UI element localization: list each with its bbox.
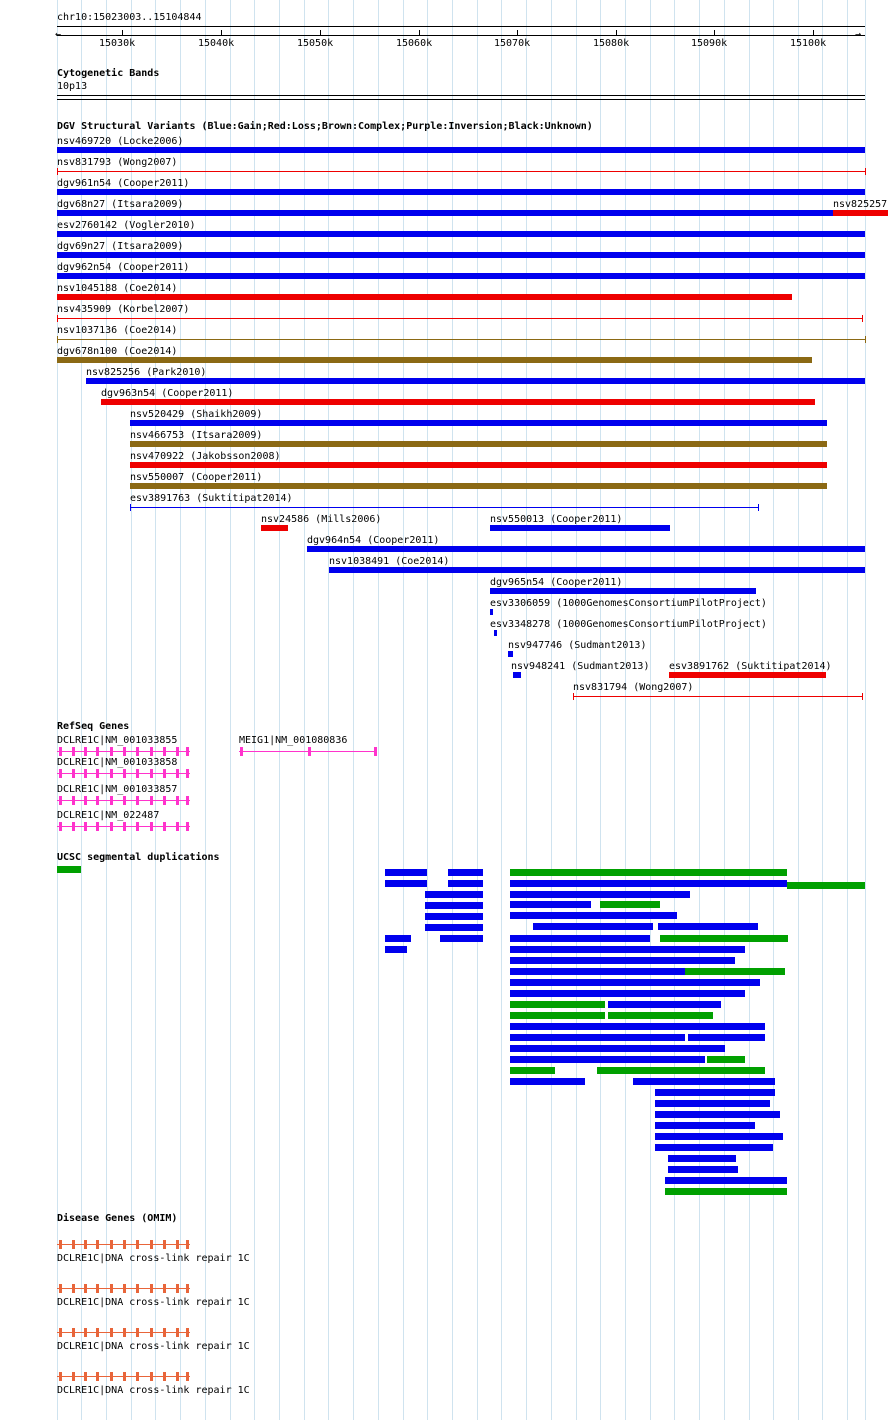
refseq-gene-exon bbox=[84, 796, 87, 805]
dgv-variant-endcap bbox=[865, 336, 866, 343]
refseq-gene-exon bbox=[176, 769, 179, 778]
refseq-gene-exon bbox=[123, 747, 126, 756]
segdup-bar[interactable] bbox=[600, 901, 660, 908]
refseq-gene-exon bbox=[374, 747, 377, 756]
refseq-gene-exon bbox=[163, 822, 166, 831]
dgv-variant-endcap bbox=[573, 693, 574, 700]
dgv-variant-label[interactable]: nsv550013 (Cooper2011) bbox=[490, 514, 623, 525]
omim-gene-exon bbox=[72, 1240, 75, 1249]
segdup-bar[interactable] bbox=[425, 902, 483, 909]
ruler-tick-label: 15050k bbox=[297, 38, 334, 49]
segdup-bar[interactable] bbox=[510, 935, 650, 942]
omim-gene-exon bbox=[150, 1240, 153, 1249]
dgv-variant-bar[interactable] bbox=[508, 651, 513, 657]
dgv-variant-label[interactable]: nsv520429 (Shaikh2009) bbox=[130, 409, 263, 420]
dgv-variant-label[interactable]: dgv962n54 (Cooper2011) bbox=[57, 262, 190, 273]
segdup-bar[interactable] bbox=[385, 935, 411, 942]
refseq-gene-exon bbox=[186, 747, 189, 756]
refseq-gene-exon bbox=[136, 796, 139, 805]
omim-gene-exon bbox=[123, 1240, 126, 1249]
omim-gene-exon bbox=[136, 1284, 139, 1293]
segdup-bar[interactable] bbox=[787, 882, 865, 889]
omim-gene-exon bbox=[136, 1328, 139, 1337]
dgv-variant-label[interactable]: nsv1037136 (Coe2014) bbox=[57, 325, 178, 336]
segdup-bar[interactable] bbox=[510, 990, 745, 997]
omim-gene-exon bbox=[163, 1328, 166, 1337]
refseq-gene-exon bbox=[96, 747, 99, 756]
ruler-tick bbox=[122, 30, 123, 36]
refseq-gene-exon bbox=[123, 769, 126, 778]
dgv-variant-label[interactable]: esv3348278 (1000GenomesConsortiumPilotProject) bbox=[490, 619, 767, 630]
segdup-bar[interactable] bbox=[688, 1034, 765, 1041]
refseq-gene-exon bbox=[96, 796, 99, 805]
dgv-variant-label[interactable]: esv3306059 (1000GenomesConsortiumPilotProject) bbox=[490, 598, 767, 609]
refseq-gene-exon bbox=[150, 822, 153, 831]
segdup-bar[interactable] bbox=[685, 968, 785, 975]
refseq-gene-label[interactable]: DCLRE1C|NM_001033857 bbox=[57, 784, 178, 795]
refseq-gene-exon bbox=[110, 796, 113, 805]
omim-gene-exon bbox=[96, 1372, 99, 1381]
refseq-gene-exon bbox=[123, 796, 126, 805]
dgv-variant-bar[interactable] bbox=[57, 357, 812, 363]
omim-gene-label[interactable]: DCLRE1C|DNA cross-link repair 1C bbox=[57, 1297, 250, 1308]
omim-gene-exon bbox=[163, 1284, 166, 1293]
ruler-left-arrow: ← bbox=[55, 29, 62, 40]
omim-gene-exon bbox=[176, 1284, 179, 1293]
dgv-variant-bar[interactable] bbox=[57, 171, 865, 172]
segdup-bar[interactable] bbox=[425, 924, 483, 931]
refseq-gene-exon bbox=[84, 747, 87, 756]
refseq-gene-label[interactable]: DCLRE1C|NM_001033855 bbox=[57, 735, 178, 746]
omim-gene-label[interactable]: DCLRE1C|DNA cross-link repair 1C bbox=[57, 1341, 250, 1352]
segdup-bar[interactable] bbox=[510, 957, 735, 964]
ruler-tick bbox=[616, 30, 617, 36]
refseq-gene-exon bbox=[110, 769, 113, 778]
omim-gene-exon bbox=[84, 1372, 87, 1381]
ruler-tick bbox=[419, 30, 420, 36]
dgv-variant-label[interactable]: dgv965n54 (Cooper2011) bbox=[490, 577, 623, 588]
refseq-gene-exon bbox=[59, 796, 62, 805]
dgv-variant-label[interactable]: nsv831793 (Wong2007) bbox=[57, 157, 178, 168]
refseq-gene-exon bbox=[240, 747, 243, 756]
ruler-tick bbox=[813, 30, 814, 36]
omim-gene-exon bbox=[110, 1328, 113, 1337]
refseq-gene-exon bbox=[59, 747, 62, 756]
refseq-gene-label[interactable]: MEIG1|NM_001080836 bbox=[239, 735, 348, 746]
segdup-bar[interactable] bbox=[660, 935, 788, 942]
segdup-bar[interactable] bbox=[510, 880, 787, 887]
dgv-variant-label[interactable]: nsv825257 bbox=[833, 199, 888, 210]
dgv-variant-label[interactable]: dgv964n54 (Cooper2011) bbox=[307, 535, 440, 546]
dgv-variant-bar[interactable] bbox=[490, 525, 670, 531]
segdup-bar[interactable] bbox=[655, 1122, 755, 1129]
dgv-variant-bar[interactable] bbox=[57, 252, 865, 258]
omim-gene-exon bbox=[110, 1284, 113, 1293]
dgv-variant-endcap bbox=[862, 693, 863, 700]
refseq-gene-exon bbox=[136, 747, 139, 756]
dgv-variant-bar[interactable] bbox=[130, 462, 827, 468]
dgv-variant-bar[interactable] bbox=[57, 231, 865, 237]
ruler-tick-label: 15030k bbox=[99, 38, 136, 49]
refseq-gene-exon bbox=[150, 747, 153, 756]
segdup-bar[interactable] bbox=[668, 1166, 738, 1173]
segdup-bar[interactable] bbox=[707, 1056, 745, 1063]
segdup-bar[interactable] bbox=[510, 968, 685, 975]
ruler-tick bbox=[320, 30, 321, 36]
ruler-right-arrow: → bbox=[855, 29, 862, 40]
dgv-variant-endcap bbox=[862, 315, 863, 322]
segdup-bar[interactable] bbox=[633, 1078, 775, 1085]
dgv-variant-label[interactable]: esv3891762 (Suktitipat2014) bbox=[669, 661, 832, 672]
segdup-bar[interactable] bbox=[510, 946, 745, 953]
segdup-bar[interactable] bbox=[510, 1034, 685, 1041]
dgv-variant-endcap bbox=[758, 504, 759, 511]
dgv-variant-label[interactable]: nsv470922 (Jakobsson2008) bbox=[130, 451, 281, 462]
refseq-gene-label[interactable]: DCLRE1C|NM_001033858 bbox=[57, 757, 178, 768]
segdup-bar[interactable] bbox=[385, 869, 427, 876]
omim-gene-exon bbox=[163, 1240, 166, 1249]
dgv-variant-endcap bbox=[130, 504, 131, 511]
segdup-bar[interactable] bbox=[665, 1188, 787, 1195]
omim-gene-exon bbox=[123, 1284, 126, 1293]
omim-gene-exon bbox=[176, 1240, 179, 1249]
omim-gene-exon bbox=[150, 1284, 153, 1293]
ruler-tick bbox=[714, 30, 715, 36]
segdup-bar[interactable] bbox=[533, 923, 653, 930]
refseq-gene-exon bbox=[163, 769, 166, 778]
ruler-tick-label: 15040k bbox=[198, 38, 235, 49]
refseq-gene-label[interactable]: DCLRE1C|NM_022487 bbox=[57, 810, 160, 821]
omim-gene-exon bbox=[123, 1372, 126, 1381]
omim-gene-exon bbox=[59, 1372, 62, 1381]
dgv-variant-label[interactable]: nsv948241 (Sudmant2013) bbox=[511, 661, 650, 672]
segdup-bar[interactable] bbox=[510, 1078, 585, 1085]
omim-gene-exon bbox=[59, 1328, 62, 1337]
dgv-variant-bar[interactable] bbox=[329, 567, 865, 573]
dgv-variant-label[interactable]: dgv963n54 (Cooper2011) bbox=[101, 388, 234, 399]
segdup-bar[interactable] bbox=[655, 1100, 770, 1107]
dgv-variant-bar[interactable] bbox=[490, 609, 493, 615]
omim-gene-exon bbox=[136, 1240, 139, 1249]
segdup-bar[interactable] bbox=[440, 935, 483, 942]
segdup-bar[interactable] bbox=[57, 866, 81, 873]
ruler-top-line bbox=[57, 26, 865, 27]
dgv-variant-label[interactable]: esv2760142 (Vogler2010) bbox=[57, 220, 196, 231]
dgv-variant-label[interactable]: dgv69n27 (Itsara2009) bbox=[57, 241, 184, 252]
dgv-variant-bar[interactable] bbox=[513, 672, 521, 678]
ruler-tick bbox=[221, 30, 222, 36]
refseq-gene-exon bbox=[176, 822, 179, 831]
segdup-bar[interactable] bbox=[510, 912, 677, 919]
dgv-variant-label[interactable]: nsv435909 (Korbel2007) bbox=[57, 304, 190, 315]
segdup-bar[interactable] bbox=[425, 913, 483, 920]
refseq-gene-exon bbox=[84, 822, 87, 831]
segdup-bar[interactable] bbox=[608, 1001, 721, 1008]
dgv-variant-bar[interactable] bbox=[57, 318, 862, 319]
dgv-variant-bar[interactable] bbox=[57, 147, 865, 153]
omim-gene-label[interactable]: DCLRE1C|DNA cross-link repair 1C bbox=[57, 1253, 250, 1264]
omim-gene-exon bbox=[186, 1372, 189, 1381]
dgv-variant-bar[interactable] bbox=[669, 672, 826, 678]
dgv-variant-bar[interactable] bbox=[130, 483, 827, 489]
omim-gene-exon bbox=[176, 1372, 179, 1381]
segdup-bar[interactable] bbox=[448, 869, 483, 876]
segdup-bar[interactable] bbox=[655, 1111, 780, 1118]
segdup-bar[interactable] bbox=[510, 1023, 765, 1030]
omim-gene-exon bbox=[110, 1372, 113, 1381]
omim-gene-label[interactable]: DCLRE1C|DNA cross-link repair 1C bbox=[57, 1385, 250, 1396]
segdup-bar[interactable] bbox=[510, 1001, 605, 1008]
dgv-variant-label[interactable]: nsv550007 (Cooper2011) bbox=[130, 472, 263, 483]
segdup-bar[interactable] bbox=[658, 923, 758, 930]
dgv-variant-label[interactable]: nsv469720 (Locke2006) bbox=[57, 136, 184, 147]
omim-gene-exon bbox=[186, 1328, 189, 1337]
refseq-gene-exon bbox=[84, 769, 87, 778]
refseq-gene-exon bbox=[176, 796, 179, 805]
dgv-variant-bar[interactable] bbox=[57, 273, 865, 279]
refseq-gene-exon bbox=[72, 769, 75, 778]
omim-gene-exon bbox=[84, 1284, 87, 1293]
segdup-bar[interactable] bbox=[665, 1177, 787, 1184]
omim-gene-exon bbox=[96, 1240, 99, 1249]
ruler-axis bbox=[57, 35, 865, 36]
omim-gene-exon bbox=[123, 1328, 126, 1337]
position-label: chr10:15023003..15104844 bbox=[57, 12, 202, 23]
segdup-bar[interactable] bbox=[608, 1012, 713, 1019]
segdup-bar[interactable] bbox=[448, 880, 483, 887]
dgv-variant-label[interactable]: nsv24586 (Mills2006) bbox=[261, 514, 382, 525]
dgv-variant-bar[interactable] bbox=[307, 546, 865, 552]
ruler-tick-label: 15090k bbox=[691, 38, 728, 49]
omim-gene-exon bbox=[176, 1328, 179, 1337]
dgv-variant-label[interactable]: nsv1038491 (Coe2014) bbox=[329, 556, 450, 567]
dgv-variant-label[interactable]: dgv68n27 (Itsara2009) bbox=[57, 199, 184, 210]
refseq-gene-exon bbox=[163, 796, 166, 805]
segdup-bar[interactable] bbox=[385, 946, 407, 953]
dgv-variant-label[interactable]: nsv1045188 (Coe2014) bbox=[57, 283, 178, 294]
ruler-tick-label: 15100k bbox=[790, 38, 827, 49]
refseq-gene-exon bbox=[59, 822, 62, 831]
dgv-variant-label[interactable]: nsv947746 (Sudmant2013) bbox=[508, 640, 647, 651]
refseq-gene-exon bbox=[110, 747, 113, 756]
segdup-bar[interactable] bbox=[655, 1133, 783, 1140]
segdup-bar[interactable] bbox=[425, 891, 483, 898]
refseq-gene-exon bbox=[72, 822, 75, 831]
ruler-tick-label: 15070k bbox=[494, 38, 531, 49]
dgv-variant-bar[interactable] bbox=[130, 420, 827, 426]
segdup-bar[interactable] bbox=[510, 1056, 705, 1063]
refseq-gene-exon bbox=[72, 796, 75, 805]
dgv-variant-bar[interactable] bbox=[573, 696, 862, 697]
dgv-variant-label[interactable]: nsv831794 (Wong2007) bbox=[573, 682, 694, 693]
dgv-variant-label[interactable]: nsv466753 (Itsara2009) bbox=[130, 430, 263, 441]
cytoband-line-2 bbox=[57, 99, 865, 100]
refseq-gene-exon bbox=[163, 747, 166, 756]
omim-gene-exon bbox=[136, 1372, 139, 1381]
refseq-gene-exon bbox=[186, 796, 189, 805]
segdup-bar[interactable] bbox=[385, 880, 427, 887]
dgv-title: DGV Structural Variants (Blue:Gain;Red:Loss;Brown:Complex;Purple:Inversion;Black:Unknown) bbox=[57, 121, 593, 132]
dgv-variant-bar[interactable] bbox=[57, 294, 792, 300]
omim-gene-exon bbox=[186, 1240, 189, 1249]
dgv-variant-bar[interactable] bbox=[130, 507, 758, 508]
cytogenetic-band-label: 10p13 bbox=[57, 81, 88, 92]
ruler-tick bbox=[517, 30, 518, 36]
omim-gene-exon bbox=[72, 1372, 75, 1381]
omim-gene-exon bbox=[186, 1284, 189, 1293]
segdup-bar[interactable] bbox=[655, 1144, 773, 1151]
omim-gene-exon bbox=[84, 1328, 87, 1337]
refseq-gene-exon bbox=[72, 747, 75, 756]
refseq-gene-exon bbox=[186, 822, 189, 831]
segdup-bar[interactable] bbox=[597, 1067, 765, 1074]
dgv-variant-bar[interactable] bbox=[57, 210, 865, 216]
ruler-tick-label: 15080k bbox=[593, 38, 630, 49]
segdup-bar[interactable] bbox=[510, 1067, 555, 1074]
dgv-variant-label[interactable]: nsv825256 (Park2010) bbox=[86, 367, 207, 378]
omim-gene-exon bbox=[96, 1328, 99, 1337]
refseq-gene-exon bbox=[150, 796, 153, 805]
dgv-variant-endcap bbox=[57, 336, 58, 343]
refseq-gene-exon bbox=[308, 747, 311, 756]
dgv-variant-bar[interactable] bbox=[130, 441, 827, 447]
omim-gene-exon bbox=[59, 1284, 62, 1293]
refseq-gene-exon bbox=[96, 822, 99, 831]
cytoband-line-1 bbox=[57, 95, 865, 96]
dgv-variant-label[interactable]: dgv961n54 (Cooper2011) bbox=[57, 178, 190, 189]
dgv-variant-bar[interactable] bbox=[261, 525, 288, 531]
segdup-bar[interactable] bbox=[510, 1012, 605, 1019]
refseq-gene-exon bbox=[176, 747, 179, 756]
omim-gene-exon bbox=[150, 1372, 153, 1381]
dgv-variant-endcap bbox=[57, 315, 58, 322]
dgv-variant-bar[interactable] bbox=[833, 210, 888, 216]
dgv-variant-label[interactable]: esv3891763 (Suktitipat2014) bbox=[130, 493, 293, 504]
segdup-bar[interactable] bbox=[510, 891, 690, 898]
dgv-variant-bar[interactable] bbox=[494, 630, 497, 636]
refseq-gene-exon bbox=[123, 822, 126, 831]
omim-title: Disease Genes (OMIM) bbox=[57, 1213, 178, 1224]
omim-gene-exon bbox=[163, 1372, 166, 1381]
omim-gene-exon bbox=[96, 1284, 99, 1293]
segdup-bar[interactable] bbox=[510, 1045, 725, 1052]
refseq-gene-exon bbox=[136, 822, 139, 831]
omim-gene-exon bbox=[110, 1240, 113, 1249]
dgv-variant-bar[interactable] bbox=[57, 339, 865, 340]
dgv-variant-endcap bbox=[865, 168, 866, 175]
refseq-gene-exon bbox=[96, 769, 99, 778]
omim-gene-exon bbox=[72, 1328, 75, 1337]
refseq-gene-exon bbox=[110, 822, 113, 831]
omim-gene-exon bbox=[72, 1284, 75, 1293]
refseq-gene-exon bbox=[59, 769, 62, 778]
omim-gene-exon bbox=[150, 1328, 153, 1337]
dgv-variant-label[interactable]: dgv678n100 (Coe2014) bbox=[57, 346, 178, 357]
refseq-gene-exon bbox=[186, 769, 189, 778]
refseq-title: RefSeq Genes bbox=[57, 721, 130, 732]
segdup-bar[interactable] bbox=[510, 979, 760, 986]
segdup-bar[interactable] bbox=[655, 1089, 775, 1096]
refseq-gene-exon bbox=[150, 769, 153, 778]
dgv-variant-bar[interactable] bbox=[57, 189, 865, 195]
omim-gene-exon bbox=[59, 1240, 62, 1249]
dgv-variant-bar[interactable] bbox=[490, 588, 756, 594]
ruler-tick-label: 15060k bbox=[396, 38, 433, 49]
segdup-bar[interactable] bbox=[668, 1155, 736, 1162]
omim-gene-exon bbox=[84, 1240, 87, 1249]
dgv-variant-bar[interactable] bbox=[101, 399, 815, 405]
segdup-title: UCSC segmental duplications bbox=[57, 852, 220, 863]
dgv-variant-bar[interactable] bbox=[86, 378, 865, 384]
segdup-bar[interactable] bbox=[510, 869, 787, 876]
dgv-variant-endcap bbox=[57, 168, 58, 175]
refseq-gene-exon bbox=[136, 769, 139, 778]
cytogenetic-title: Cytogenetic Bands bbox=[57, 68, 160, 79]
segdup-bar[interactable] bbox=[510, 901, 591, 908]
